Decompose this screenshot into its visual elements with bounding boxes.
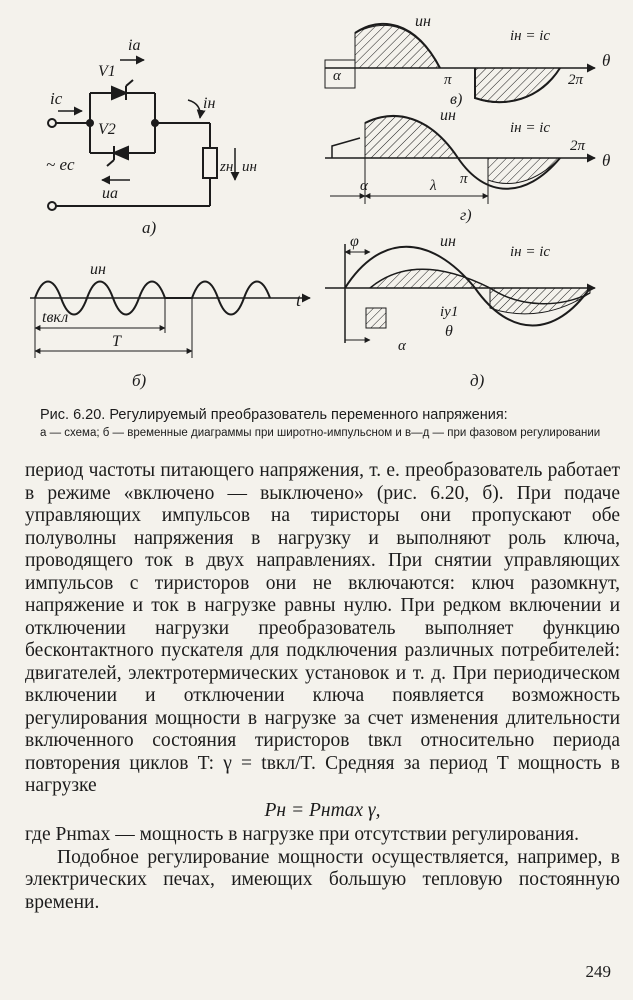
figure-6-20 — [20, 8, 620, 403]
label-2pi-v: 2π — [568, 72, 584, 88]
panel-b-label: б) — [132, 371, 147, 390]
body-text — [25, 460, 620, 914]
circuit-schematic — [48, 60, 235, 210]
waveform-panel-b — [30, 282, 310, 359]
paragraph-2: где Pнmax — мощность в нагрузке при отсутствии регулирования. — [25, 824, 580, 845]
label-u-n-v: uн — [415, 13, 431, 30]
paragraph-1: период частоты питающего напряжения, т. е. преобразователь работает в режиме «включено — выключено» (рис. 6.20, б). При подаче управляющих импульсов на тиристоры они пропускают обе полуволны напряжения в нагрузку и выполняют роль ключа, проводящего ток в двух направлениях. При снятии управляющих импульсов с тиристоров они не включаются: ключ разомкнут, напряжение и ток в нагрузке равны нулю. При редком включении и отключении нагрузки преобразователь выполняет функцию бесконтактного пускателя для подключения различных потребителей: двигателей, электротермических установок и т. д. При периодическом включении и отключении ключа появляется возможность регулирования мощности в нагрузке за счет изменения длительности включенного состояния тиристоров tвкл относительно периода повторения циклов T: γ = tвкл/T. Средняя за период T мощность в нагрузке — [25, 460, 620, 796]
figure-caption: Рис. 6.20. Регулируемый преобразователь переменного напряжения: — [40, 407, 508, 423]
label-u-n-d: uн — [440, 233, 456, 250]
label-pi-g: π — [460, 171, 468, 187]
label-i-y1: iу1 — [440, 304, 459, 320]
paragraph-3: Подобное регулирование мощности осуществляется, например, в электрических печах, имеющих большую тепловую постоянную времени. — [25, 846, 620, 913]
label-phi: φ — [350, 233, 359, 250]
label-theta-d: θ — [445, 323, 453, 340]
label-i-n-eq-i-c-v: iн = ic — [510, 28, 551, 44]
power-formula: Pн = Pнmax γ, — [264, 799, 381, 821]
label-2pi-g: 2π — [570, 138, 586, 154]
label-theta-g: θ — [602, 151, 611, 170]
label-i-a: iа — [128, 37, 141, 54]
label-i-n-eq-i-c-d: iн = ic — [510, 244, 551, 260]
label-e-c: ~ ec — [46, 155, 75, 174]
label-v1: V1 — [98, 63, 116, 80]
label-t-axis: t — [296, 290, 302, 310]
label-z-n: zн — [220, 159, 234, 175]
label-u-n-b: uн — [90, 261, 106, 278]
page-number: 249 — [585, 962, 611, 981]
figure-caption-subtitle: а — схема; б — временные диаграммы при широтно-импульсном и в—д — при фазовом регулировании — [40, 427, 601, 439]
label-u-n-g: uн — [440, 107, 456, 124]
label-i-n: iн — [203, 95, 216, 112]
waveform-panel-d — [325, 244, 595, 343]
label-v2: V2 — [98, 121, 116, 138]
label-alpha-d: α — [398, 338, 406, 354]
label-alpha-v: α — [333, 68, 341, 84]
label-i-n-eq-i-c-g: iн = ic — [510, 120, 551, 136]
label-alpha-g: α — [360, 178, 368, 194]
label-theta-v: θ — [602, 51, 611, 70]
panel-a-label: а) — [142, 218, 157, 237]
label-u-a: uа — [102, 185, 118, 202]
label-period-t: T — [112, 333, 121, 350]
label-lambda-g: λ — [430, 178, 437, 194]
panel-v-label: в) — [450, 91, 463, 108]
figure-drawing — [20, 8, 620, 403]
label-pi-v: π — [444, 72, 452, 88]
label-t-vkl: tвкл — [42, 309, 69, 326]
label-i-c: ic — [50, 89, 63, 108]
panel-d-label: д) — [470, 371, 485, 390]
label-u-n: uн — [242, 159, 257, 175]
panel-g-label: г) — [460, 207, 472, 224]
